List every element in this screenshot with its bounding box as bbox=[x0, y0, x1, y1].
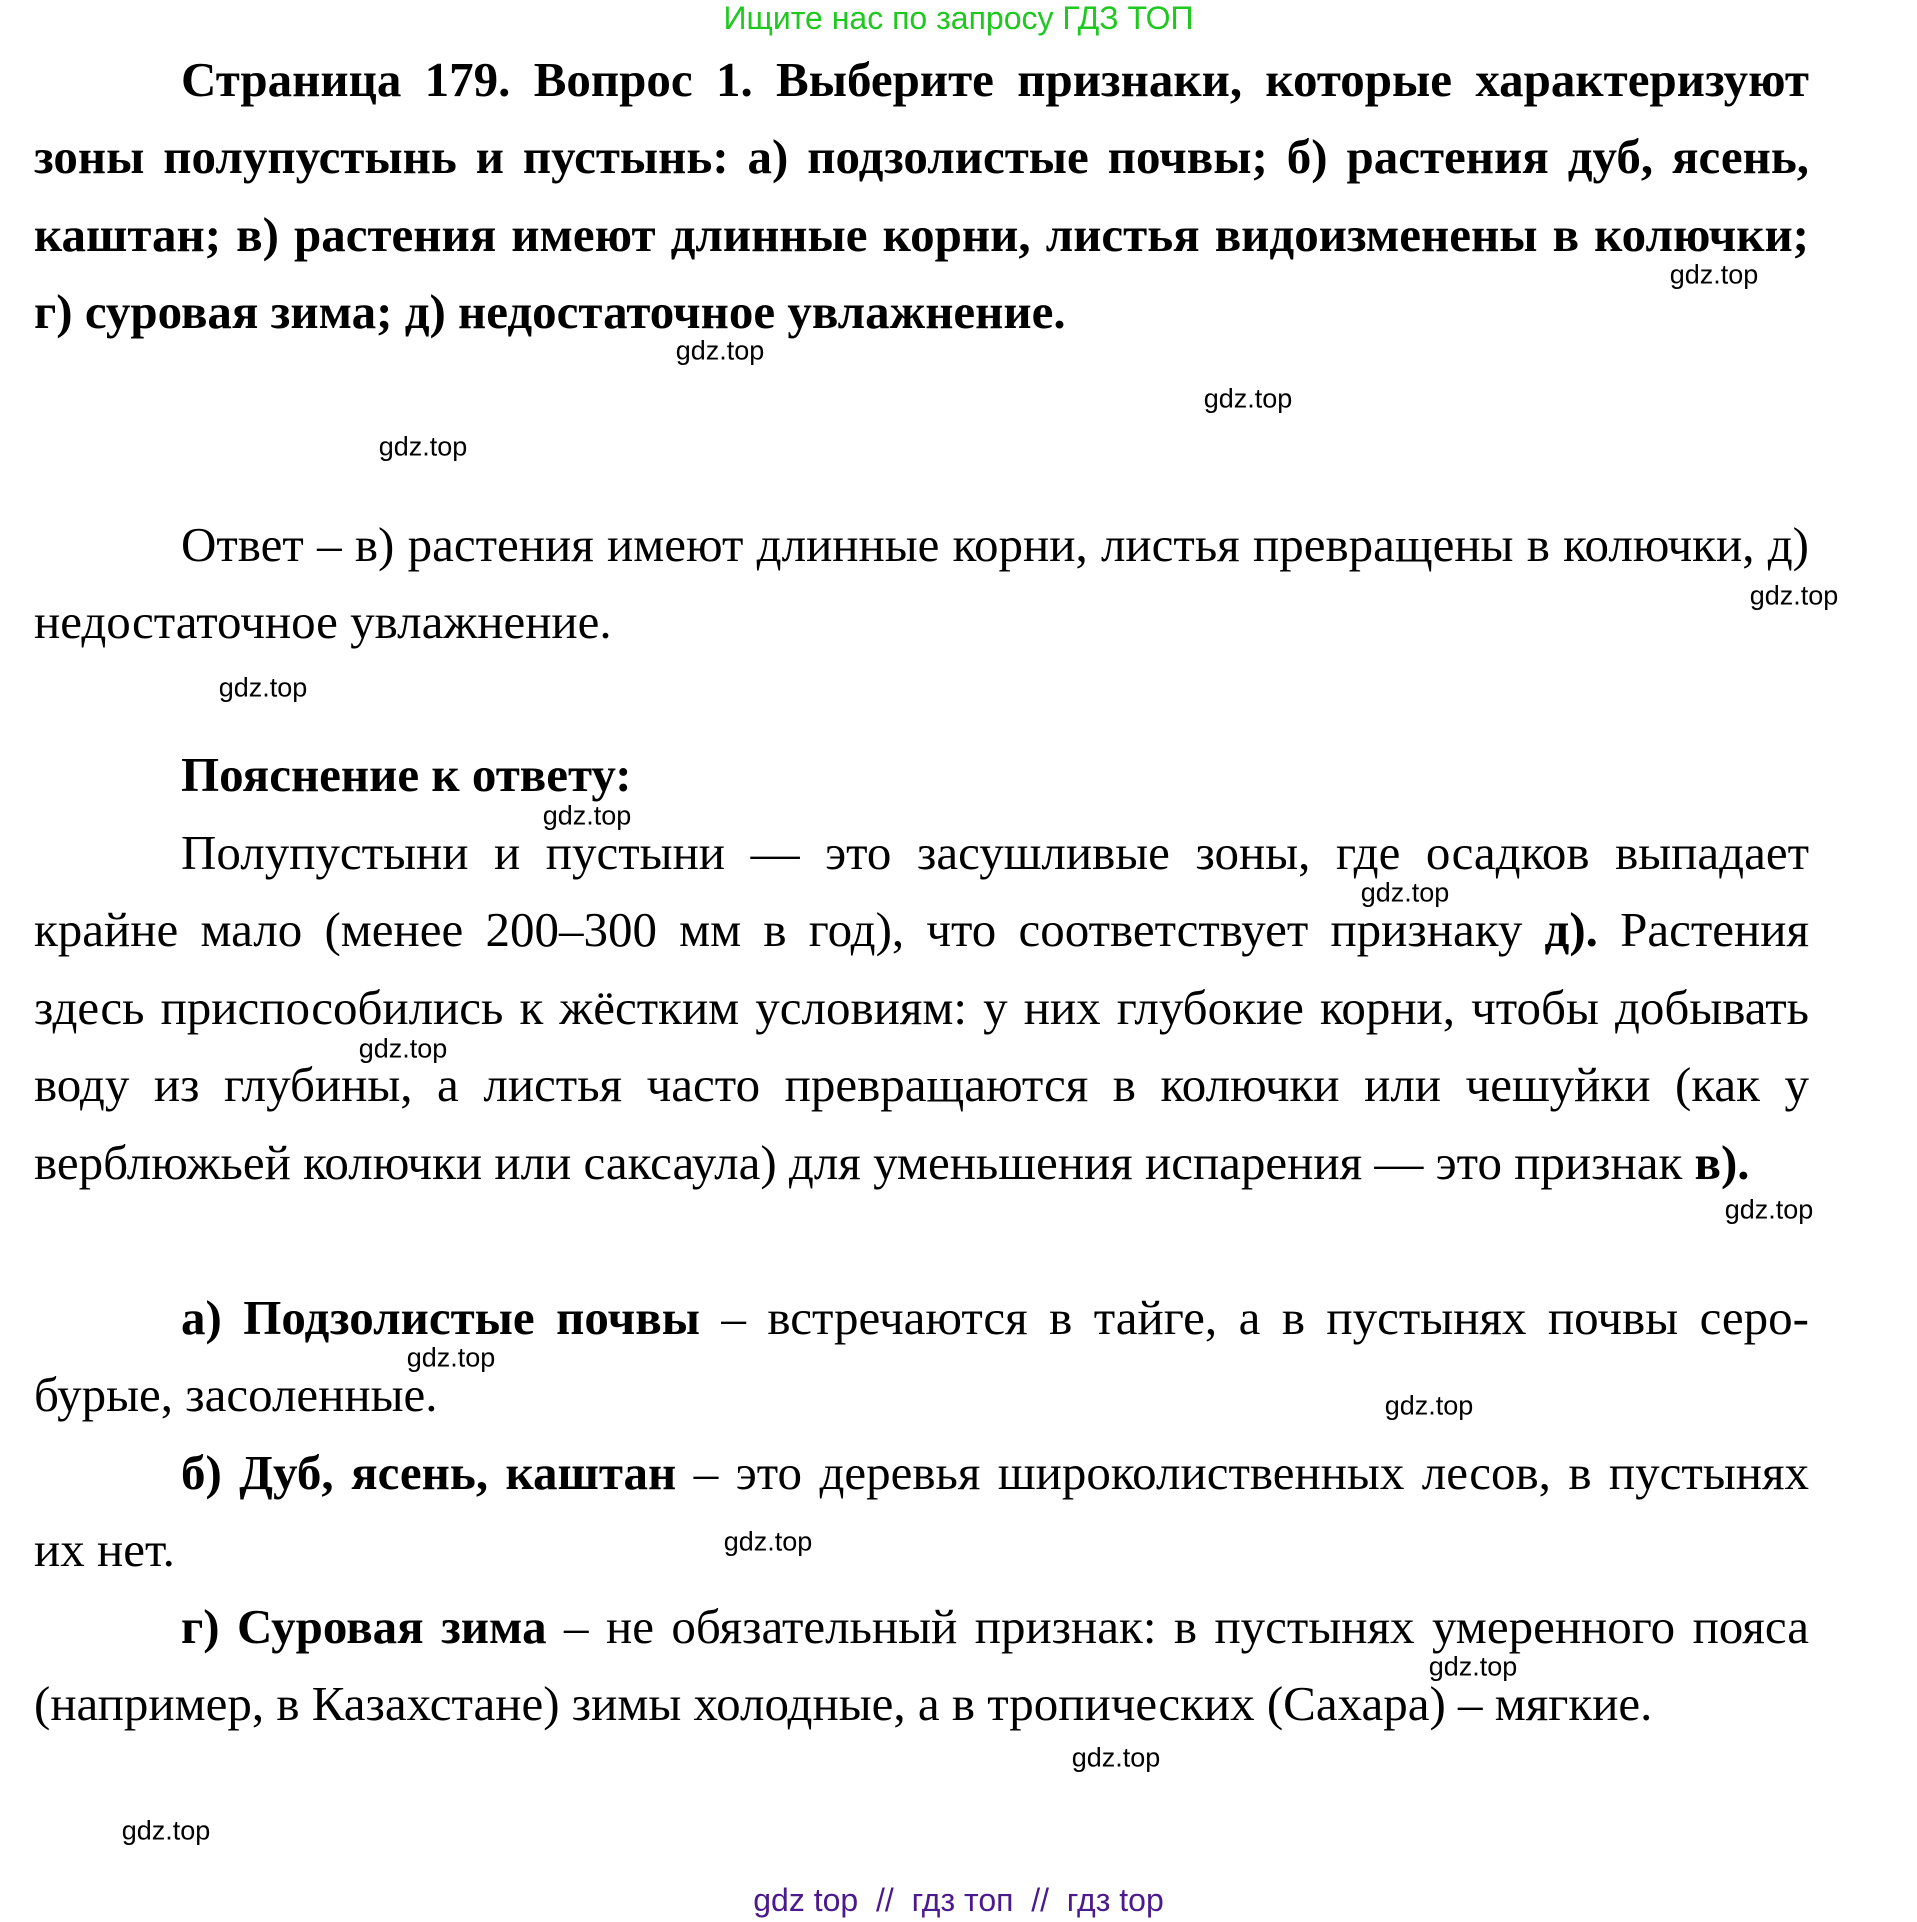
watermark: gdz.top bbox=[1724, 1194, 1814, 1225]
watermark: gdz.top bbox=[406, 1342, 496, 1373]
watermark: gdz.top bbox=[1360, 877, 1450, 908]
watermark: gdz.top bbox=[1071, 1742, 1161, 1773]
item-text: – не обязательный признак: в пустынях умеренного пояса (например, в Казахстане) зимы холодные, а в тропических (Сахара) – мягкие. bbox=[34, 1599, 1810, 1732]
watermark: gdz.top bbox=[1669, 259, 1759, 290]
item-term: г) Суровая зима bbox=[181, 1599, 547, 1654]
footer-links[interactable]: gdz top // гдз топ // гдз top bbox=[753, 1882, 1164, 1918]
explanation-text: Растения здесь приспособились к жёстким условиям: у них глубокие корни, чтобы добывать воду из глубины, а листья часто превращаются в колючки или чешуйки (как у верблюжьей колючки или саксаула) для уменьшения испарения — это признак bbox=[34, 902, 1809, 1190]
explanation-text: Полупустыни и пустыни — это засушливые зоны, где осадков выпадает крайне мало (менее 200–300 мм в год), что соответствует признаку bbox=[34, 825, 1809, 958]
watermark: gdz.top bbox=[1203, 383, 1293, 414]
item-g bbox=[34, 1588, 1809, 1743]
watermark: gdz.top bbox=[218, 672, 308, 703]
watermark: gdz.top bbox=[723, 1526, 813, 1557]
item-text: – встречаются в тайге, а в пустынях почвы серо-бурые, засоленные. bbox=[34, 1290, 1809, 1423]
watermark: gdz.top bbox=[1384, 1390, 1474, 1421]
feature-ref-v: в). bbox=[1694, 1134, 1750, 1190]
watermark: gdz.top bbox=[542, 800, 632, 831]
explanation-heading: Пояснение к ответу: bbox=[181, 747, 632, 802]
item-b bbox=[34, 1434, 1809, 1589]
item-term: б) Дуб, ясень, каштан bbox=[181, 1445, 677, 1500]
watermark: gdz.top bbox=[378, 431, 468, 462]
watermark: gdz.top bbox=[1749, 580, 1839, 611]
watermark: gdz.top bbox=[121, 1815, 211, 1846]
item-a bbox=[34, 1279, 1809, 1434]
answer-text: Ответ – в) растения имеют длинные корни, листья превращены в колючки, д) недостаточное увлажнение. bbox=[34, 517, 1809, 650]
feature-ref-d: д). bbox=[1544, 902, 1598, 958]
item-text: – это деревья широколиственных лесов, в пустынях их нет. bbox=[34, 1445, 1810, 1578]
question-text: Страница 179. Вопрос 1. Выберите признаки, которые характеризуют зоны полупустынь и пустынь: а) подзолистые почвы; б) растения дуб, ясень, каштан; в) растения имеют длинные корни, листья видоизменены в колючки; г) суровая зима; д) недостаточное увлажнение. bbox=[34, 52, 1809, 340]
watermark: gdz.top bbox=[675, 335, 765, 366]
watermark: gdz.top bbox=[358, 1033, 448, 1064]
watermark: gdz.top bbox=[1428, 1651, 1518, 1682]
search-banner: Ищите нас по запросу ГДЗ ТОП bbox=[723, 0, 1194, 36]
explanation-paragraph bbox=[34, 814, 1809, 1201]
item-term: а) Подзолистые почвы bbox=[181, 1290, 700, 1345]
